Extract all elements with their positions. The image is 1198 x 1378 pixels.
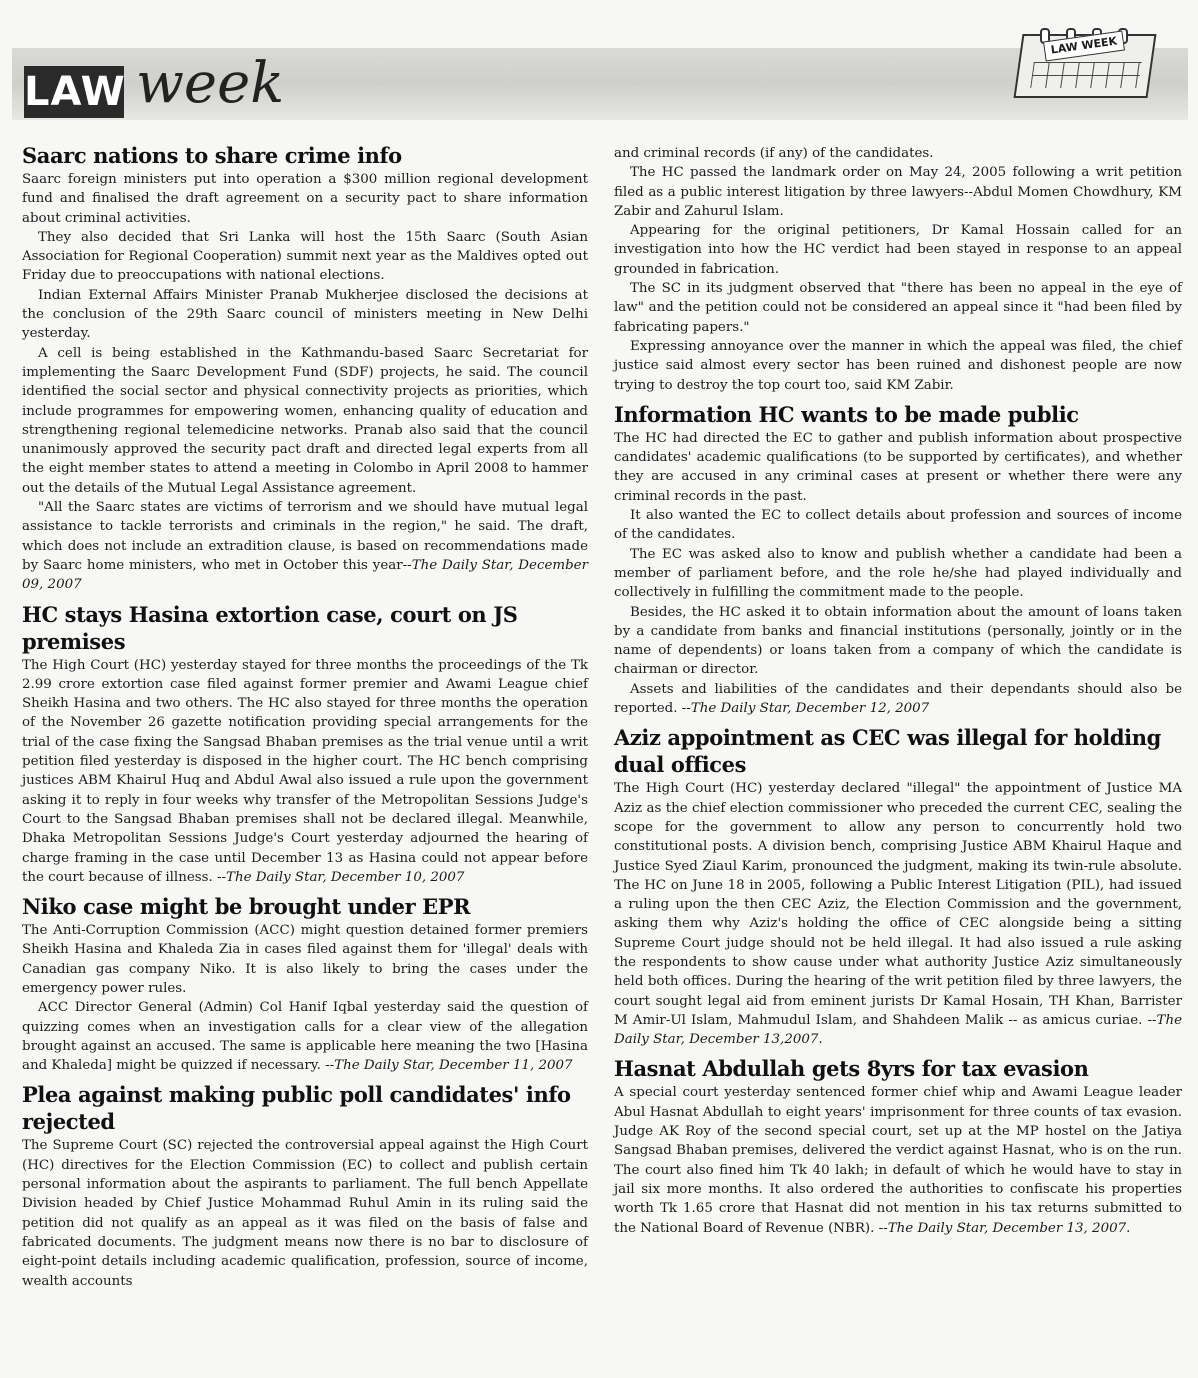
article-headline: Plea against making public poll candidates' info rejected: [22, 1082, 571, 1135]
paragraph-text: Saarc foreign ministers put into operation a $300 million regional development fund and finalised the draft agreement on a security pact to share information about criminal activities.: [22, 172, 588, 226]
article: [614, 144, 1182, 395]
paragraph-text: The HC passed the landmark order on May 24, 2005 following a writ petition filed as a public interest litigation by three lawyers--Abdul Momen Chowdhury, KM Zabir and Zahurul Islam.: [614, 165, 1182, 219]
paragraph-text: The High Court (HC) yesterday stayed for three months the proceedings of the Tk 2.99 crore extortion case filed against former premier and Awami League chief Sheikh Hasina and two others. The HC also stayed for three months the operation of the November 26 gazette notification providing special arrangements for the trial of the case fixing the Sangsad Bhaban premises as the trial venue until a writ petition filed yesterday is disposed in the higher court. The HC bench comprising justices ABM Khairul Huq and Abdul Awal also issued a rule upon the government asking it to reply in four weeks why transfer of the Metropolitan Sessions Judge's Court to the Sangsad Bhaban premises shall not be declared illegal. Meanwhile, Dhaka Metropolitan Sessions Judge's Court yesterday adjourned the hearing of charge framing in the case until December 13 as Hasina could not appear before the court because of illness. --: [22, 657, 588, 885]
article-paragraph: [614, 1083, 1182, 1237]
article-headline: Niko case might be brought under EPR: [22, 894, 471, 920]
paragraph-text: The SC in its judgment observed that "there has been no appeal in the eye of law" and the petition could not be considered an appeal since it "had been filed by fabricating papers.": [614, 281, 1182, 335]
paragraph-text: Expressing annoyance over the manner in which the appeal was filed, the chief justice said almost every sector has been ruined and dishonest people are now trying to destroy the top court too, said KM Zabir.: [614, 338, 1182, 393]
paragraph-text: It also wanted the EC to collect details about profession and sources of income of the candidates.: [614, 508, 1182, 543]
law-logo: LAW: [24, 66, 124, 118]
paragraph-text: A cell is being established in the Kathmandu-based Saarc Secretariat for implementing the Saarc Development Fund (SDF) projects, he said. The council identified the social sector and physical connectivity projects as priorities, which include programmes for empowering women, enhancing quality of education and strengthening regional telemedicine networks. Pranab also said that the council unanimously approved the security pact draft and directed legal experts from all the eight member states to attend a meeting in Colombo in April 2008 to hammer out the details of the Mutual Legal Assistance agreement.: [22, 345, 588, 496]
paragraph-text: Indian External Affairs Minister Pranab Mukherjee disclosed the decisions at the conclusion of the 29th Saarc council of ministers meeting in New Delhi yesterday.: [22, 287, 588, 342]
article-paragraph: [22, 228, 588, 286]
article-paragraph: [22, 344, 588, 498]
article-headline: Hasnat Abdullah gets 8yrs for tax evasion: [614, 1056, 1089, 1082]
article: [22, 142, 588, 595]
paragraph-text: Besides, the HC asked it to obtain information about the amount of loans taken by a candidate from banks and financial institutions (personally, jointly or in the name of dependents) or loans taken from a company of which the candidate is chairman or director.: [614, 604, 1182, 678]
paragraph-text: Assets and liabilities of the candidates and their dependants should also be reported. --: [614, 681, 1182, 717]
article-paragraph: [614, 337, 1182, 395]
paragraph-text: The HC had directed the EC to gather and publish information about prospective candidates' academic qualifications (to be supported by certificates), and whether they are accused in any criminal cases at present or whether there were any criminal records in the past.: [614, 430, 1182, 504]
article-paragraph: [22, 286, 588, 344]
article-headline: Information HC wants to be made public: [614, 401, 1079, 427]
section-header: [12, 10, 1188, 130]
article-source: The Daily Star, December 11, 2007: [334, 1058, 573, 1074]
article: [22, 601, 588, 888]
article-paragraph: [22, 656, 588, 888]
article-source: The Daily Star, December 13,2007.: [614, 1012, 1182, 1048]
left-column: [22, 142, 588, 1297]
calendar-grid: [1030, 62, 1142, 88]
article-paragraph: [614, 279, 1182, 337]
article-paragraph: [614, 429, 1182, 506]
paragraph-text: The EC was asked also to know and publish whether a candidate had been a member of parliament before, and the role he/she had played individually and collectively in fulfilling the commitment made to the people.: [614, 546, 1182, 601]
article-paragraph: [22, 998, 588, 1075]
article-source: The Daily Star, December 09, 2007: [22, 557, 588, 593]
week-logo: week: [136, 51, 285, 116]
article-paragraph: [22, 921, 588, 998]
article-paragraph: [22, 498, 588, 594]
article-paragraph: [614, 144, 1182, 163]
paragraph-text: ACC Director General (Admin) Col Hanif Iqbal yesterday said the question of quizzing comes when an investigation calls for a clear view of the allegation brought against an accused. The same is applicable here meaning the two [Hasina and Khaleda] might be quizzed if necessary. --: [22, 1000, 588, 1074]
paragraph-text: The Anti-Corruption Commission (ACC) might question detained former premiers Sheikh Hasina and Khaleda Zia in cases filed against them for 'illegal' deals with Canadian gas company Niko. It is also likely to bring the cases under the emergency power rules.: [22, 923, 588, 996]
paragraph-text: Appearing for the original petitioners, Dr Kamal Hossain called for an investigation into how the HC verdict had been stayed in response to an appeal grounded in fabrication.: [614, 223, 1182, 277]
article-source: The Daily Star, December 13, 2007.: [887, 1220, 1131, 1236]
paragraph-text: The Supreme Court (SC) rejected the controversial appeal against the High Court (HC) directives for the Election Commission (EC) to collect and publish certain personal information about the aspirants to parliament. The full bench Appellate Division headed by Chief Justice Mohammad Ruhul Amin in its ruling said the petition did not qualify as an appeal as it was filed on the basis of false and fabricated documents. The judgment means now there is no bar to disclosure of eight-point details including academic qualification, profession, source of income, wealth accounts: [22, 1138, 588, 1289]
article-paragraph: [22, 170, 588, 228]
article-paragraph: [614, 603, 1182, 680]
article: [614, 724, 1182, 1049]
calendar-icon: [1010, 12, 1170, 104]
article-source: The Daily Star, December 10, 2007: [226, 869, 465, 885]
article-paragraph: [614, 779, 1182, 1049]
paragraph-text: and criminal records (if any) of the candidates.: [614, 146, 934, 161]
article: [614, 1055, 1182, 1237]
paragraph-text: "All the Saarc states are victims of terrorism and we should have mutual legal assistance to tackle terrorists and criminals in the region," he said. The draft, which does not include an extradition clause, is based on recommendations made by Saarc home ministers, who met in October this year--: [22, 500, 588, 573]
article-paragraph: [614, 221, 1182, 279]
paragraph-text: They also decided that Sri Lanka will host the 15th Saarc (South Asian Association for Regional Cooperation) summit next year as the Maldives opted out Friday due to preoccupations with national elections.: [22, 229, 588, 284]
article-paragraph: [22, 1136, 588, 1290]
paragraph-text: A special court yesterday sentenced former chief whip and Awami League leader Abul Hasnat Abdullah to eight years' imprisonment for three counts of tax evasion. Judge AK Roy of the second special court, set up at the MP hostel on the Jatiya Sangsad Bhaban premises, delivered the verdict against Hasnat, who is on the run. The court also fined him Tk 40 lakh; in default of which he would have to stay in jail six more months. It also ordered the authorities to confiscate his properties worth Tk 1.65 crore that Hasnat did not mention in his tax returns submitted to the National Board of Revenue (NBR). --: [614, 1085, 1182, 1236]
article-paragraph: [614, 506, 1182, 545]
article: [22, 893, 588, 1075]
right-column: [614, 144, 1182, 1244]
article: [614, 401, 1182, 718]
article-source: The Daily Star, December 12, 2007: [690, 701, 930, 717]
article-headline: Saarc nations to share crime info: [22, 143, 402, 168]
article-paragraph: [614, 545, 1182, 603]
article-paragraph: [614, 163, 1182, 221]
article-paragraph: [614, 680, 1182, 719]
calendar-label: LAW WEEK: [1043, 31, 1125, 62]
article: [22, 1081, 588, 1290]
article-headline: Aziz appointment as CEC was illegal for holding dual offices: [614, 725, 1161, 778]
article-headline: HC stays Hasina extortion case, court on JS premises: [22, 601, 518, 654]
paragraph-text: The High Court (HC) yesterday declared "illegal" the appointment of Justice MA Aziz as the chief election commissioner who preceded the current CEC, sealing the scope for the government to allow any person to concurrently hold two constitutional posts. A division bench, comprising Justice ABM Khairul Haque and Justice Syed Ziaul Karim, pronounced the judgment, making its twin-rule absolute. The HC on June 18 in 2005, following a Public Interest Litigation (PIL), had issued a ruling upon the then CEC Aziz, the Election Commission and the government, asking them why Aziz's holding the office of CEC alongside being a sitting Supreme Court judge should not be held illegal. It had also issued a rule asking the respondents to show cause under what authority Justice Aziz simultaneously held both offices. During the hearing of the writ petition filed by three lawyers, the court sought legal aid from eminent jurists Dr Kamal Hosain, TH Khan, Barrister M Amir-Ul Islam, Mahmudul Islam, and Shahdeen Malik -- as amicus curiae. --: [614, 781, 1182, 1028]
